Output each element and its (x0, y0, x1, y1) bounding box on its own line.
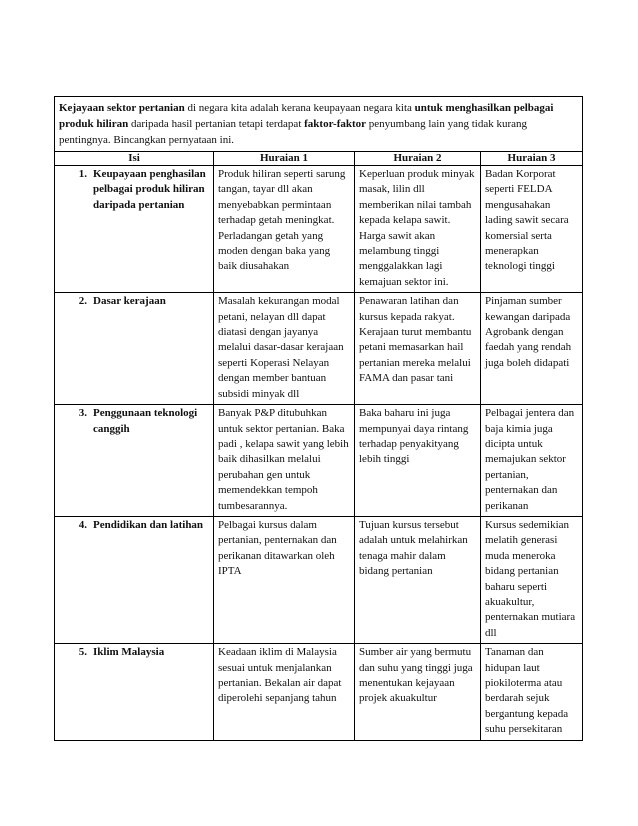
header-isi: Isi (55, 152, 214, 166)
isi-text: Penggunaan teknologi canggih (93, 407, 198, 435)
huraian-2-cell: Tujuan kursus tersebut adalah untuk melahirkan tenaga mahir dalam bidang pertanian (355, 516, 481, 643)
question-part: faktor-faktor (304, 118, 367, 130)
table-row (55, 166, 583, 293)
table-row (55, 516, 583, 643)
row-number: 1. (78, 168, 87, 180)
huraian-2-cell: Penawaran latihan dan kursus kepada rakyat. Kerajaan turut membantu petani memasarkan hail pertanian mereka melalui FAMA dan pasar tani (355, 293, 481, 405)
row-number: 5. (78, 646, 87, 659)
question-part: di negara kita adalah kerana keupayaan negara kita (184, 102, 415, 114)
question-part: daripada hasil pertanian tetapi terdapat (128, 118, 305, 130)
table-row (55, 405, 583, 517)
isi-text: Iklim Malaysia (93, 646, 165, 659)
huraian-2-cell: Baka baharu ini juga mempunyai daya rintang terhadap penyakityang lebih tinggi (355, 405, 481, 517)
table-row (55, 644, 583, 740)
row-number: 2. (78, 295, 87, 308)
header-huraian-3: Huraian 3 (481, 152, 583, 166)
huraian-1-cell: Keadaan iklim di Malaysia sesuai untuk menjalankan pertanian. Bekalan air dapat diperolehi sepanjang tahun (214, 644, 355, 740)
huraian-3-cell: Pelbagai jentera dan baja kimia juga dicipta untuk memajukan sektor pertanian, penternakan dan perikanan (481, 405, 583, 517)
huraian-1-cell: Produk hiliran seperti sarung tangan, tayar dll akan menyebabkan permintaan terhadap getah meningkat. Perladangan getah yang moden dengan baka yang baik diusahakan (214, 166, 355, 293)
huraian-2-cell: Keperluan produk minyak masak, lilin dll memberikan nilai tambah kepada kelapa sawit. Harga sawit akan melambung tinggi menggalakkan lagi kemajuan sektor ini. (355, 166, 481, 293)
question-part: Kejayaan sektor pertanian (59, 102, 185, 114)
isi-cell (55, 405, 214, 517)
isi-cell (55, 293, 214, 405)
row-number: 4. (78, 518, 87, 531)
huraian-3-cell: Tanaman dan hidupan laut piokiloterma atau berdarah sejuk bergantung kepada suhu persekitaran (481, 644, 583, 740)
huraian-3-cell: Pinjaman sumber kewangan daripada Agrobank dengan faedah yang rendah juga boleh didapati (481, 293, 583, 405)
isi-cell (55, 166, 214, 293)
answer-table (54, 96, 583, 741)
isi-text: Dasar kerajaan (93, 295, 166, 308)
isi-text: Keupayaan penghasilan pelbagai produk hiliran daripada pertanian (93, 168, 206, 211)
document-page (54, 96, 582, 741)
huraian-1-cell: Masalah kekurangan modal petani, nelayan dll dapat diatasi dengan jayanya melalui dasar-dasar kerajaan seperti Koperasi Nelayan dengan member bantuan subsidi minyak dll (214, 293, 355, 405)
question-part: penyumbang lain yang tidak kurang pentingnya. Bincangkan pernyataan ini. (59, 118, 528, 146)
row-number: 3. (78, 407, 87, 420)
huraian-3-cell: Badan Korporat seperti FELDA mengusahakan lading sawit secara komersial serta menerapkan teknologi tinggi (481, 166, 583, 293)
isi-text: Pendidikan dan latihan (93, 518, 204, 531)
header-huraian-1: Huraian 1 (214, 152, 355, 166)
question-text (55, 97, 583, 152)
question-row (55, 97, 583, 152)
question-part: untuk menghasilkan pelbagai produk hiliran (59, 102, 554, 130)
huraian-3-cell: Kursus sedemikian melatih generasi muda meneroka bidang pertanian baharu seperti akuakultur, penternakan mutiara dll (481, 516, 583, 643)
table-row (55, 293, 583, 405)
header-row (55, 152, 583, 166)
huraian-2-cell: Sumber air yang bermutu dan suhu yang tinggi juga menentukan kejayaan projek akuakultur (355, 644, 481, 740)
huraian-1-cell: Banyak P&P ditubuhkan untuk sektor pertanian. Baka padi , kelapa sawit yang lebih baik dihasilkan melalui perubahan gen untuk memendekkan tempoh tumbesarannya. (214, 405, 355, 517)
header-huraian-2: Huraian 2 (355, 152, 481, 166)
huraian-1-cell: Pelbagai kursus dalam pertanian, penternakan dan perikanan ditawarkan oleh IPTA (214, 516, 355, 643)
isi-cell (55, 516, 214, 643)
isi-cell (55, 644, 214, 740)
